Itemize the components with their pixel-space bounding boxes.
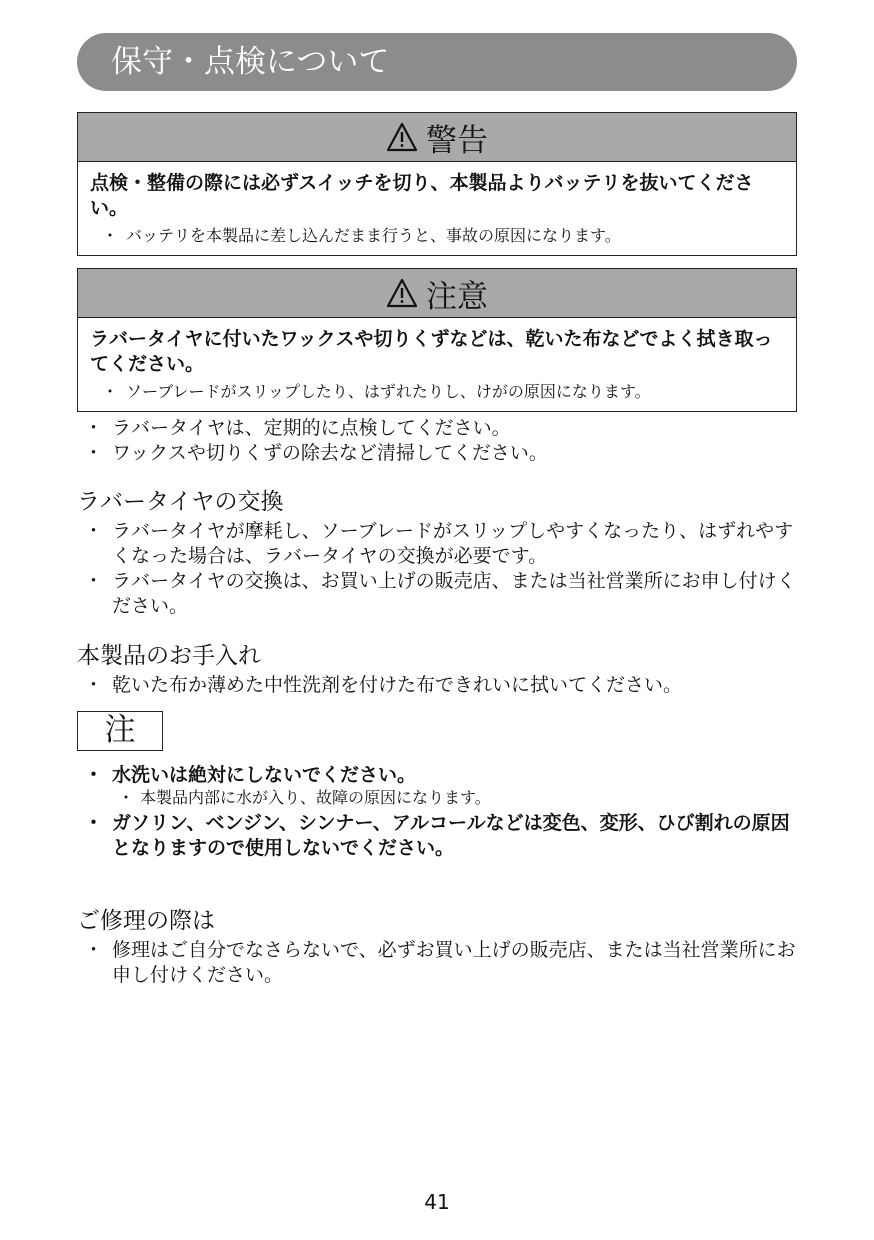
page-number: 41 bbox=[424, 1190, 450, 1214]
list-item-text: ラバータイヤの交換は、お買い上げの販売店、または当社営業所にお申し付けください。 bbox=[112, 570, 796, 617]
page-title: 保守・点検について bbox=[77, 33, 797, 91]
bullet: ・ bbox=[118, 788, 135, 807]
tire-list bbox=[82, 519, 797, 619]
warning-sub-label: バッテリを本製品に差し込んだまま行うと、事故の原因になります。 bbox=[126, 226, 621, 245]
list-item-text: 水洗いは絶対にしないでください。 bbox=[112, 764, 417, 786]
list-item-text: 修理はご自分でなさらないで、必ずお買い上げの販売店、または当社営業所にお申し付けください。 bbox=[112, 939, 796, 986]
care-list bbox=[82, 673, 797, 698]
list-item bbox=[82, 519, 797, 569]
caution-sub-label: ソーブレードがスリップしたり、はずれたりし、けがの原因になります。 bbox=[126, 382, 651, 401]
bullet: ・ bbox=[84, 939, 104, 961]
warning-triangle-icon bbox=[386, 278, 418, 308]
bullet: ・ bbox=[84, 674, 104, 696]
list-item-text: ワックスや切りくずの除去など清掃してください。 bbox=[112, 442, 548, 464]
bullet: ・ bbox=[84, 764, 104, 786]
bullet: ・ bbox=[84, 442, 104, 464]
caution-main-text: ラバータイヤに付いたワックスや切りくずなどは、乾いた布などでよく拭き取ってください。 bbox=[90, 328, 773, 375]
list-item bbox=[82, 441, 797, 466]
list-item-text: 本製品内部に水が入り、故障の原因になります。 bbox=[140, 788, 491, 807]
warning-triangle-icon bbox=[386, 122, 418, 152]
section-heading-care: 本製品のお手入れ bbox=[77, 643, 261, 669]
bullet: ・ bbox=[84, 520, 104, 542]
bullet: ・ bbox=[102, 382, 119, 401]
bullet: ・ bbox=[84, 417, 104, 439]
list-item-text: ラバータイヤが摩耗し、ソーブレードがスリップしやすくなったり、はずれやすくなった場合は、ラバータイヤの交換が必要です。 bbox=[112, 520, 794, 567]
list-item bbox=[82, 416, 797, 441]
section-heading-tire: ラバータイヤの交換 bbox=[77, 489, 284, 515]
note-label-box: 注 bbox=[77, 711, 163, 751]
list-item-text: 乾いた布か薄めた中性洗剤を付けた布できれいに拭いてください。 bbox=[112, 674, 683, 696]
section-heading-repair: ご修理の際は bbox=[77, 908, 215, 934]
list-item bbox=[82, 673, 797, 698]
warning-sub-text bbox=[102, 225, 784, 247]
note-sub-list bbox=[112, 787, 792, 809]
warning-box-header bbox=[78, 113, 796, 162]
general-list bbox=[82, 416, 797, 466]
list-item-text: ガソリン、ベンジン、シンナー、アルコールなどは変色、変形、ひび割れの原因となりますので使用しないでください。 bbox=[112, 812, 790, 859]
bullet: ・ bbox=[84, 812, 104, 834]
list-item bbox=[82, 811, 797, 861]
caution-box-header bbox=[78, 269, 796, 318]
bullet: ・ bbox=[102, 226, 119, 245]
caution-sub-text bbox=[102, 381, 784, 403]
list-item bbox=[112, 787, 792, 809]
warning-main-text: 点検・整備の際には必ずスイッチを切り、本製品よりバッテリを抜いてください。 bbox=[90, 172, 754, 219]
note-list-2 bbox=[82, 811, 797, 861]
caution-heading: 注意 bbox=[426, 278, 488, 315]
bullet: ・ bbox=[84, 570, 104, 592]
note-list-1 bbox=[82, 763, 797, 788]
list-item bbox=[82, 938, 797, 988]
repair-list bbox=[82, 938, 797, 988]
list-item-text: ラバータイヤは、定期的に点検してください。 bbox=[112, 417, 511, 439]
caution-box bbox=[77, 268, 797, 412]
warning-box bbox=[77, 112, 797, 256]
warning-heading: 警告 bbox=[426, 122, 488, 159]
list-item bbox=[82, 569, 797, 619]
list-item bbox=[82, 763, 797, 788]
